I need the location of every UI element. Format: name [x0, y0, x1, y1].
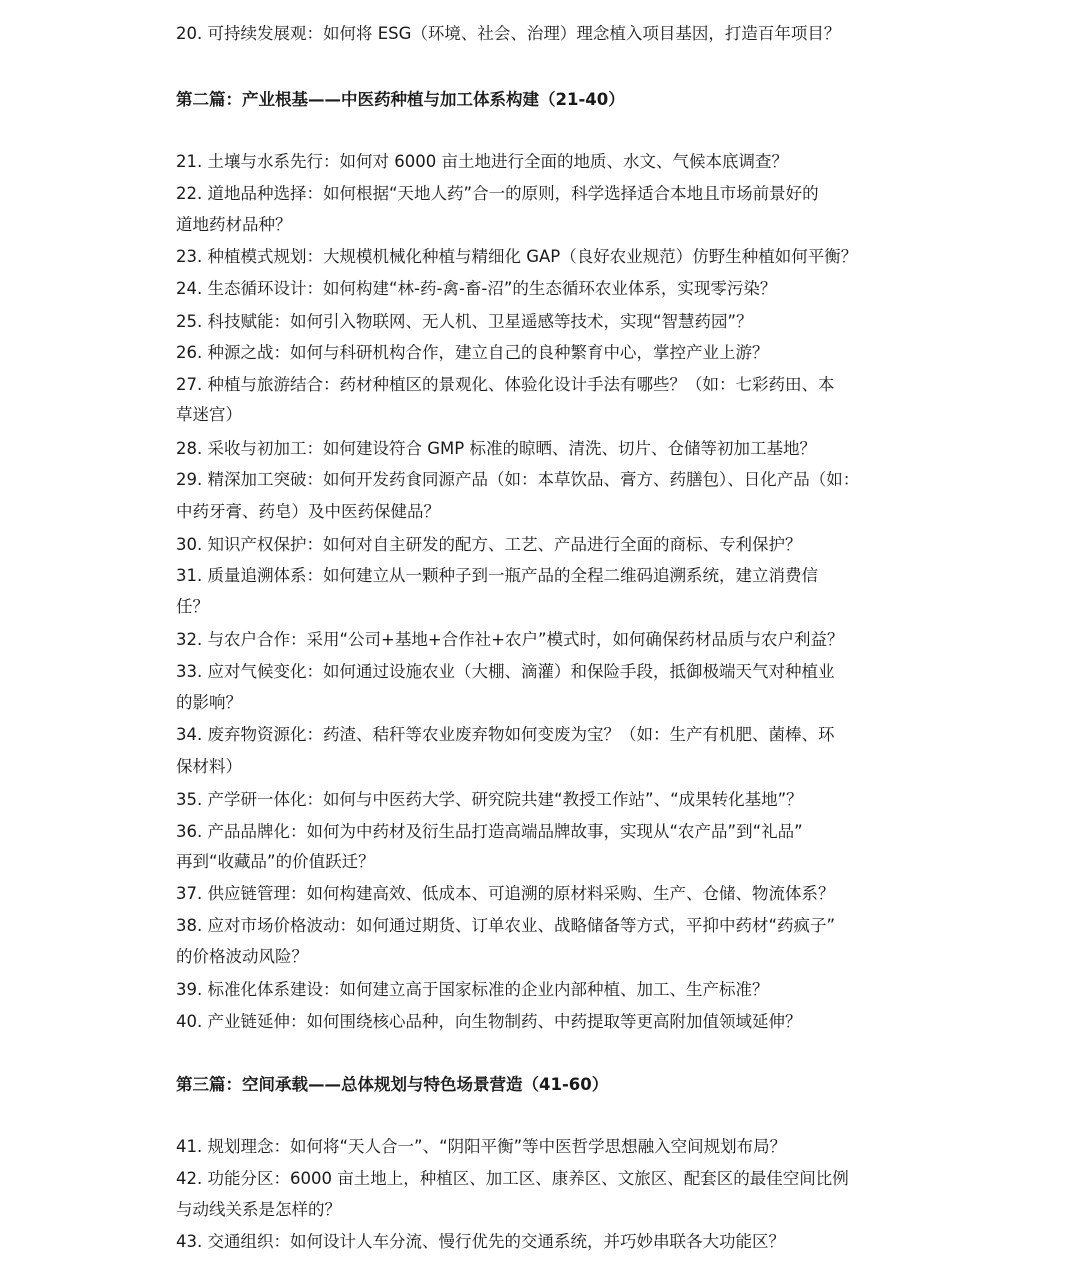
question-line: 道地药材品种？	[176, 215, 292, 234]
question-line: 41. 规划理念：如何将“天人合一”、“阴阳平衡”等中医哲学思想融入空间规划布局？	[176, 1137, 787, 1156]
question-line: 40. 产业链延伸：如何围绕核心品种，向生物制药、中药提取等更高附加值领域延伸？	[176, 1012, 802, 1031]
question-line: 21. 土壤与水系先行：如何对 6000 亩土地进行全面的地质、水文、气候本底调查？	[176, 152, 788, 171]
question-line: 27. 种植与旅游结合：药材种植区的景观化、体验化设计手法有哪些？（如：七彩药田、本	[176, 375, 835, 394]
question-line: 的价格波动风险？	[176, 947, 308, 966]
question-line: 26. 种源之战：如何与科研机构合作，建立自己的良种繁育中心，掌控产业上游？	[176, 343, 769, 362]
question-line: 草迷宫）	[176, 405, 242, 424]
question-line: 43. 交通组织：如何设计人车分流、慢行优先的交通系统，并巧妙串联各大功能区？	[176, 1232, 785, 1251]
question-line: 39. 标准化体系建设：如何建立高于国家标准的企业内部种植、加工、生产标准？	[176, 980, 769, 999]
question-line: 的影响？	[176, 693, 242, 712]
question-line: 25. 科技赋能：如何引入物联网、无人机、卫星遥感等技术，实现“智慧药园”？	[176, 312, 753, 331]
question-line: 24. 生态循环设计：如何构建“林-药-禽-畜-沼”的生态循环农业体系，实现零污染？	[176, 279, 777, 298]
question-line: 23. 种植模式规划：大规模机械化种植与精细化 GAP（良好农业规范）仿野生种植如何平衡？	[176, 247, 858, 266]
question-line: 42. 功能分区：6000 亩土地上，种植区、加工区、康养区、文旅区、配套区的最佳空间比例	[176, 1169, 849, 1188]
question-line: 34. 废弃物资源化：药渣、秸秆等农业废弃物如何变废为宝？（如：生产有机肥、菌棒、环	[176, 725, 835, 744]
question-20: 20. 可持续发展观：如何将 ESG（环境、社会、治理）理念植入项目基因，打造百年项目？	[176, 24, 841, 43]
question-line: 任？	[176, 597, 209, 616]
question-line: 中药牙膏、药皂）及中医药保健品？	[176, 502, 440, 521]
question-line: 保材料）	[176, 757, 242, 776]
question-line: 22. 道地品种选择：如何根据“天地人药”合一的原则，科学选择适合本地且市场前景好的	[176, 184, 819, 203]
question-line: 28. 采收与初加工：如何建设符合 GMP 标准的晾晒、清洗、切片、仓储等初加工基地？	[176, 439, 816, 458]
question-line: 35. 产学研一体化：如何与中医药大学、研究院共建“教授工作站”、“成果转化基地”？	[176, 790, 803, 809]
question-line: 再到“收藏品”的价值跃迁？	[176, 852, 375, 871]
question-line: 与动线关系是怎样的？	[176, 1200, 341, 1219]
question-line: 37. 供应链管理：如何构建高效、低成本、可追溯的原材料采购、生产、仓储、物流体系？	[176, 884, 835, 903]
question-line: 38. 应对市场价格波动：如何通过期货、订单农业、战略储备等方式，平抑中药材“药疯子”	[176, 916, 836, 935]
question-line: 36. 产品品牌化：如何为中药材及衍生品打造高端品牌故事，实现从“农产品”到“礼品”	[176, 822, 803, 841]
question-line: 32. 与农户合作：采用“公司+基地+合作社+农户”模式时，如何确保药材品质与农户利益？	[176, 630, 844, 649]
question-line: 29. 精深加工突破：如何开发药食同源产品（如：本草饮品、膏方、药膳包）、日化产品（如：	[176, 470, 860, 489]
section-3-heading: 第三篇：空间承载——总体规划与特色场景营造（41-60）	[176, 1075, 609, 1094]
section-2-heading: 第二篇：产业根基——中医药种植与加工体系构建（21-40）	[176, 90, 625, 109]
question-line: 33. 应对气候变化：如何通过设施农业（大棚、滴灌）和保险手段，抵御极端天气对种植业	[176, 662, 835, 681]
question-line: 30. 知识产权保护：如何对自主研发的配方、工艺、产品进行全面的商标、专利保护？	[176, 535, 802, 554]
question-line: 31. 质量追溯体系：如何建立从一颗种子到一瓶产品的全程二维码追溯系统，建立消费信	[176, 566, 818, 585]
